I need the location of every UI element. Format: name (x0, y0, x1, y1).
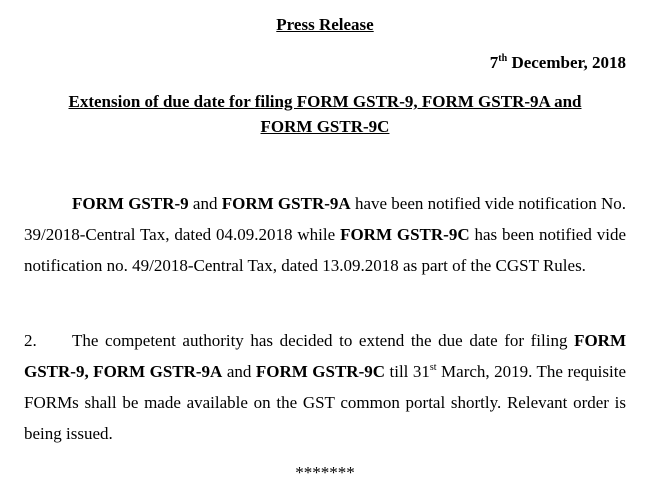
ordinal-suffix: st (429, 362, 437, 373)
paragraph-1-text-1: and (188, 194, 222, 213)
end-marker: ******* (295, 463, 355, 482)
form-gstr-9-label: FORM GSTR-9 (72, 194, 189, 213)
form-gstr-9c-label: FORM GSTR-9C (340, 225, 470, 244)
paragraph-1-text-3: has been notified vide notification no. 49/2018-Central Tax, dated 13.09.2018 as part of the CGST Rules. (24, 225, 626, 275)
date-month-year: December, 2018 (507, 53, 626, 72)
subject-heading (24, 89, 626, 139)
paragraph-1-text-2: have been notified vide notification No. 39/2018-Central Tax, dated 04.09.2018 while (24, 194, 626, 244)
paragraph-2-text-3: till 31 (385, 362, 430, 381)
paragraph-2-text-2: and (222, 362, 256, 381)
date-day-suffix: th (498, 53, 508, 64)
subject-line-1: Extension of due date for filing FORM GSTR-9, FORM GSTR-9A and (68, 92, 582, 111)
paragraph-2-text-1: The competent authority has decided to extend the due date for filing (72, 331, 575, 350)
paragraph-2 (24, 325, 626, 449)
paragraph-1 (24, 188, 626, 281)
forms-9-9a-label: FORM GSTR-9, FORM GSTR-9A (24, 331, 626, 381)
document-title: Press Release (276, 15, 374, 34)
subject-line-2: FORM GSTR-9C (260, 117, 390, 136)
form-gstr-9a-label: FORM GSTR-9A (221, 194, 351, 213)
release-date (490, 52, 626, 74)
date-day: 7 (489, 53, 499, 72)
form-9c-label: FORM GSTR-9C (255, 362, 386, 381)
paragraph-number: 2. (24, 331, 37, 350)
paragraph-2-text-4: March, 2019. The requisite FORMs shall be made available on the GST common portal shortly. Relevant order is being issued. (24, 362, 627, 443)
